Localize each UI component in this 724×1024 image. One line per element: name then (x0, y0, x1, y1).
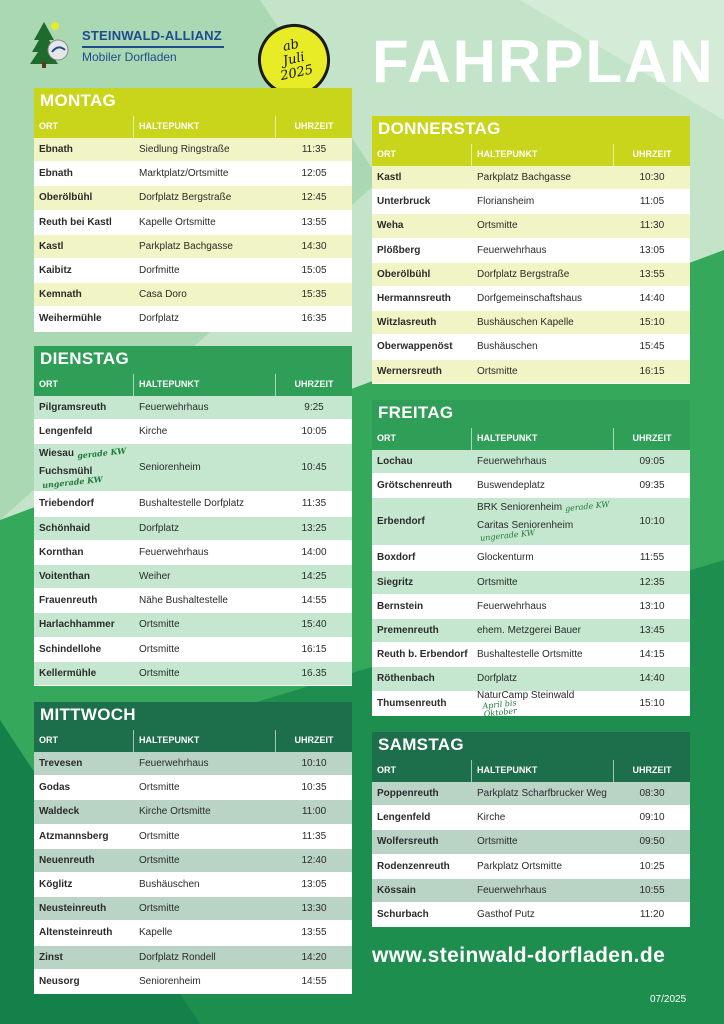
table-row (34, 776, 352, 800)
uhrzeit: 13:55 (301, 216, 327, 228)
haltepunkt: Bushäuschen (139, 879, 200, 891)
ort: Köglitz (39, 879, 73, 891)
uhrzeit: 11:20 (639, 909, 665, 921)
ort: Plößberg (377, 244, 421, 256)
uhrzeit: 10:30 (639, 172, 665, 184)
col-haltepunkt: HALTEPUNKT (472, 144, 614, 166)
haltepunkt: Dorfmitte (139, 265, 180, 277)
haltepunkt-brk: BRK Seniorenheim (477, 501, 563, 513)
uhrzeit: 09:50 (639, 836, 665, 848)
uhrzeit: 13:05 (301, 879, 327, 891)
ort: Waldeck (39, 806, 80, 818)
haltepunkt: Marktplatz/Ortsmitte (139, 168, 229, 180)
haltepunkt: Parkplatz Ortsmitte (477, 860, 563, 872)
uhrzeit: 11:35 (301, 144, 327, 156)
ort: Reuth b. Erbendorf (377, 649, 468, 661)
uhrzeit: 10:10 (301, 758, 327, 770)
table-row (372, 643, 690, 667)
ort: Schurbach (377, 909, 429, 921)
haltepunkt: Nähe Bushaltestelle (139, 595, 228, 607)
haltepunkt-caritas: Caritas Seniorenheim (477, 519, 574, 531)
haltepunkt: Dorfplatz Rondell (139, 951, 216, 963)
haltepunkt: Feuerwehrhaus (139, 402, 209, 414)
ort: Frauenreuth (39, 595, 98, 607)
ort: Boxdorf (377, 552, 416, 564)
ort: Kastl (377, 172, 402, 184)
uhrzeit: 08:30 (639, 788, 665, 800)
rows (34, 492, 352, 686)
uhrzeit: 15:10 (639, 697, 665, 709)
haltepunkt: Parkplatz Scharfbrucker Weg (477, 788, 607, 800)
column-header (372, 144, 690, 166)
uhrzeit: 15:45 (639, 341, 665, 353)
table-row (34, 897, 352, 921)
col-uhrzeit: UHRZEIT (294, 379, 334, 389)
uhrzeit: 15:05 (301, 265, 327, 277)
table-row (372, 546, 690, 570)
uhrzeit: 14:40 (639, 673, 665, 685)
haltepunkt: Feuerwehrhaus (477, 600, 547, 612)
table-row (34, 589, 352, 613)
table-row (34, 283, 352, 307)
haltepunkt: Casa Doro (139, 289, 187, 301)
schedule-monday (34, 88, 352, 332)
uhrzeit: 15:40 (301, 619, 327, 631)
ort: Premenreuth (377, 625, 439, 637)
table-row (34, 638, 352, 662)
ort: Röthenbach (377, 673, 435, 685)
table-row (372, 782, 690, 806)
uhrzeit: 13:45 (639, 625, 665, 637)
table-row (34, 517, 352, 541)
table-row-split (372, 498, 690, 546)
haltepunkt: Glockenturm (477, 552, 534, 564)
uhrzeit: 13:55 (639, 268, 665, 280)
uhrzeit: 11:00 (301, 806, 327, 818)
col-uhrzeit: UHRZEIT (294, 735, 334, 745)
haltepunkt: Ortsmitte (139, 830, 180, 842)
table-row (34, 235, 352, 259)
col-ort: ORT (34, 730, 134, 752)
haltepunkt: Dorfplatz Bergstraße (139, 192, 232, 204)
uhrzeit: 12:45 (301, 192, 327, 204)
table-row (372, 263, 690, 287)
column-header (372, 428, 690, 450)
table-row (34, 825, 352, 849)
uhrzeit: 14:40 (639, 293, 665, 305)
uhrzeit: 10:05 (301, 426, 327, 438)
haltepunkt: Bushaltestelle Ortsmitte (477, 649, 583, 661)
ort: Lochau (377, 456, 413, 468)
brand-name: STEINWALD-ALLIANZ (82, 28, 222, 43)
table-row (34, 259, 352, 283)
table-row (372, 855, 690, 879)
table-row (34, 162, 352, 186)
table-row (34, 186, 352, 210)
haltepunkt: Seniorenheim (139, 975, 201, 987)
ort: Weihermühle (39, 313, 102, 325)
ort: Godas (39, 782, 71, 794)
ort: Erbendorf (377, 516, 425, 528)
ort: Reuth bei Kastl (39, 216, 112, 228)
table-row (372, 595, 690, 619)
uhrzeit: 09:05 (639, 456, 665, 468)
ort: Lengenfeld (377, 812, 431, 824)
ort-fuchsmuehl: Fuchsmühl (39, 465, 93, 477)
ort: Zinst (39, 951, 63, 963)
haltepunkt: Ortsmitte (477, 220, 518, 232)
uhrzeit: 14:25 (301, 571, 327, 583)
haltepunkt: Bushäuschen Kapelle (477, 317, 574, 329)
uhrzeit: 11:30 (639, 220, 665, 232)
rows (34, 752, 352, 994)
haltepunkt: Ortsmitte (139, 854, 180, 866)
col-uhrzeit: UHRZEIT (632, 765, 672, 775)
haltepunkt: Siedlung Ringstraße (139, 144, 230, 156)
haltepunkt: Ortsmitte (139, 782, 180, 794)
uhrzeit: 11:35 (301, 830, 327, 842)
rows (34, 138, 352, 332)
uhrzeit: 14:55 (301, 595, 327, 607)
uhrzeit: 09:10 (639, 812, 665, 824)
ort: Lengenfeld (39, 426, 93, 438)
table-row (34, 800, 352, 824)
ort: Schindellohe (39, 643, 102, 655)
ort: Witzlasreuth (377, 317, 437, 329)
table-row (34, 420, 352, 444)
ort: Trevesen (39, 758, 83, 770)
day-title: FREITAG (372, 400, 690, 428)
haltepunkt: Parkplatz Bachgasse (139, 240, 233, 252)
column-header (372, 760, 690, 782)
ort: Hermannsreuth (377, 293, 451, 305)
uhrzeit: 16:15 (639, 365, 665, 377)
haltepunkt: Dorfplatz Bergstraße (477, 268, 570, 280)
uhrzeit: 10:35 (301, 782, 327, 794)
ort: Kellermühle (39, 667, 97, 679)
brand-tagline: Mobiler Dorfladen (82, 50, 177, 64)
col-uhrzeit: UHRZEIT (632, 149, 672, 159)
ort-wiesau: Wiesau (39, 447, 74, 459)
ort: Neusorg (39, 975, 80, 987)
ort: Grötschenreuth (377, 480, 453, 492)
haltepunkt: Kapelle Ortsmitte (139, 216, 216, 228)
ort: Kastl (39, 240, 64, 252)
uhrzeit: 13:05 (639, 244, 665, 256)
uhrzeit: 16.35 (301, 667, 327, 679)
ort: Kössain (377, 884, 416, 896)
table-row (34, 970, 352, 994)
ort: Harlachhammer (39, 619, 115, 631)
ort: Pilgramsreuth (39, 402, 107, 414)
day-title: MONTAG (34, 88, 352, 116)
ort: Ebnath (39, 144, 73, 156)
uhrzeit: 10:10 (639, 516, 665, 528)
haltepunkt: Parkplatz Bachgasse (477, 172, 571, 184)
col-haltepunkt: HALTEPUNKT (472, 760, 614, 782)
ort: Wernersreuth (377, 365, 442, 377)
rows (34, 396, 352, 444)
uhrzeit: 10:55 (639, 884, 665, 896)
table-row (34, 211, 352, 235)
haltepunkt: ehem. Metzgerei Bauer (477, 625, 581, 637)
ort: Weha (377, 220, 404, 232)
table-row (34, 396, 352, 420)
uhrzeit: 10:45 (301, 462, 327, 474)
ort: Oberölbühl (39, 192, 93, 204)
haltepunkt: Dorfplatz (139, 522, 180, 534)
table-row (372, 806, 690, 830)
date-stamp: 07/2025 (650, 994, 687, 1005)
haltepunkt: Dorfplatz (139, 313, 180, 325)
table-row (34, 492, 352, 516)
schedule-tuesday (34, 346, 352, 686)
uhrzeit: 11:55 (639, 552, 665, 564)
table-row (34, 873, 352, 897)
uhrzeit: 12:35 (639, 576, 665, 588)
haltepunkt: Ortsmitte (139, 667, 180, 679)
uhrzeit: 15:35 (301, 289, 327, 301)
uhrzeit: 12:05 (301, 168, 327, 180)
ort: Bernstein (377, 600, 424, 612)
ort: Unterbruck (377, 196, 431, 208)
ort: Siegritz (377, 576, 414, 588)
col-uhrzeit: UHRZEIT (294, 121, 334, 131)
ort: Neusteinreuth (39, 903, 107, 915)
haltepunkt: Floriansheim (477, 196, 535, 208)
table-row (372, 335, 690, 359)
haltepunkt: Bushäuschen (477, 341, 538, 353)
table-row (372, 474, 690, 498)
rows (372, 450, 690, 498)
uhrzeit: 16:15 (301, 643, 327, 655)
table-row (34, 752, 352, 776)
haltepunkt: Ortsmitte (139, 643, 180, 655)
ort: Kaibitz (39, 265, 72, 277)
uhrzeit: 13:30 (301, 903, 327, 915)
haltepunkt: Kirche Ortsmitte (139, 806, 211, 818)
ort: Voitenthan (39, 571, 90, 583)
column-header (34, 374, 352, 396)
haltepunkt: Dorfgemeinschaftshaus (477, 293, 583, 305)
day-title: DONNERSTAG (372, 116, 690, 144)
col-ort: ORT (34, 116, 134, 138)
haltepunkt: Gasthof Putz (477, 909, 535, 921)
day-title: DIENSTAG (34, 346, 352, 374)
haltepunkt: Feuerwehrhaus (477, 884, 547, 896)
tree-logo-icon (30, 20, 76, 68)
schedule-friday (372, 400, 690, 719)
schedule-thursday (372, 116, 690, 384)
haltepunkt: Dorfplatz (477, 673, 518, 685)
haltepunkt: Bushaltestelle Dorfplatz (139, 498, 245, 510)
day-title: MITTWOCH (34, 702, 352, 730)
table-row (372, 619, 690, 643)
uhrzeit: 15:10 (639, 317, 665, 329)
haltepunkt: Weiher (139, 571, 171, 583)
uhrzeit: 11:35 (301, 498, 327, 510)
rows (372, 782, 690, 927)
uhrzeit: 14:20 (301, 951, 327, 963)
ort: Oberölbühl (377, 268, 431, 280)
brand-logo (30, 20, 230, 70)
table-row (372, 667, 690, 691)
column-header (34, 116, 352, 138)
uhrzeit: 11:05 (639, 196, 665, 208)
schedule-wednesday (34, 702, 352, 994)
ort: Triebendorf (39, 498, 95, 510)
ort: Kornthan (39, 546, 84, 558)
haltepunkt: Ortsmitte (477, 365, 518, 377)
haltepunkt: Kapelle (139, 927, 173, 939)
note-gerade: gerade KW (564, 499, 611, 514)
ort: Ebnath (39, 168, 73, 180)
table-row-split (34, 444, 352, 492)
brand-underline (82, 46, 224, 48)
rows (372, 546, 690, 691)
ort: Altensteinreuth (39, 927, 113, 939)
ort: Thumsenreuth (377, 697, 447, 709)
uhrzeit: 13:25 (301, 522, 327, 534)
col-ort: ORT (34, 374, 134, 396)
schedule-saturday (372, 732, 690, 927)
uhrzeit: 14:30 (301, 240, 327, 252)
table-row (34, 138, 352, 162)
ort: Schönhaid (39, 522, 91, 534)
col-haltepunkt: HALTEPUNKT (472, 428, 614, 450)
haltepunkt: Ortsmitte (477, 836, 518, 848)
haltepunkt: Kirche (477, 812, 506, 824)
haltepunkt: Feuerwehrhaus (139, 546, 209, 558)
ort: Neuenreuth (39, 854, 95, 866)
ort: Kemnath (39, 289, 82, 301)
haltepunkt: Kirche (139, 426, 168, 438)
haltepunkt: NaturCamp Steinwald (477, 689, 575, 701)
table-row (34, 307, 352, 331)
table-row (372, 190, 690, 214)
table-row (34, 662, 352, 686)
table-row (372, 689, 690, 719)
haltepunkt: Feuerwehrhaus (477, 244, 547, 256)
badge-text: ab Juli 2025 (279, 36, 315, 84)
table-row (372, 311, 690, 335)
table-row (372, 239, 690, 263)
table-row (372, 214, 690, 238)
uhrzeit: 14:15 (639, 649, 665, 661)
uhrzeit: 14:00 (301, 546, 327, 558)
col-uhrzeit: UHRZEIT (632, 433, 672, 443)
table-row (34, 541, 352, 565)
col-ort: ORT (372, 144, 472, 166)
table-row (372, 450, 690, 474)
table-row (372, 360, 690, 384)
haltepunkt: Ortsmitte (139, 619, 180, 631)
col-haltepunkt: HALTEPUNKT (134, 374, 276, 396)
note-ungerade: ungerade KW (479, 528, 536, 544)
page-title: FAHRPLAN (372, 28, 715, 95)
haltepunkt: Ortsmitte (139, 903, 180, 915)
haltepunkt: Seniorenheim (139, 462, 201, 474)
column-header (34, 730, 352, 752)
table-row (372, 879, 690, 903)
uhrzeit: 14:55 (301, 975, 327, 987)
website-link[interactable]: www.steinwald-dorfladen.de (372, 944, 666, 967)
haltepunkt: Ortsmitte (477, 576, 518, 588)
uhrzeit: 9:25 (304, 402, 324, 414)
table-row (372, 571, 690, 595)
uhrzeit: 16:35 (301, 313, 327, 325)
col-haltepunkt: HALTEPUNKT (134, 116, 276, 138)
note-ungerade: ungerade KW (41, 474, 104, 491)
col-haltepunkt: HALTEPUNKT (134, 730, 276, 752)
ort: Rodenzenreuth (377, 860, 450, 872)
ort: Atzmannsberg (39, 830, 109, 842)
rows (372, 166, 690, 384)
table-row (372, 166, 690, 190)
uhrzeit: 13:55 (301, 927, 327, 939)
ort: Poppenreuth (377, 788, 439, 800)
note-gerade: gerade KW (76, 445, 127, 461)
day-title: SAMSTAG (372, 732, 690, 760)
uhrzeit: 10:25 (639, 860, 665, 872)
haltepunkt: Buswendeplatz (477, 480, 545, 492)
ort: Oberwappenöst (377, 341, 453, 353)
uhrzeit: 12:40 (301, 854, 327, 866)
table-row (34, 613, 352, 637)
haltepunkt: Feuerwehrhaus (139, 758, 209, 770)
table-row (372, 830, 690, 854)
table-row (34, 849, 352, 873)
col-ort: ORT (372, 760, 472, 782)
col-ort: ORT (372, 428, 472, 450)
table-row (372, 903, 690, 927)
table-row (34, 565, 352, 589)
uhrzeit: 09:35 (639, 480, 665, 492)
ort: Wolfersreuth (377, 836, 439, 848)
table-row (34, 946, 352, 970)
table-row (372, 287, 690, 311)
uhrzeit: 13:10 (639, 600, 665, 612)
haltepunkt: Feuerwehrhaus (477, 456, 547, 468)
note-season: April bis Oktober (482, 697, 518, 719)
table-row (34, 921, 352, 945)
